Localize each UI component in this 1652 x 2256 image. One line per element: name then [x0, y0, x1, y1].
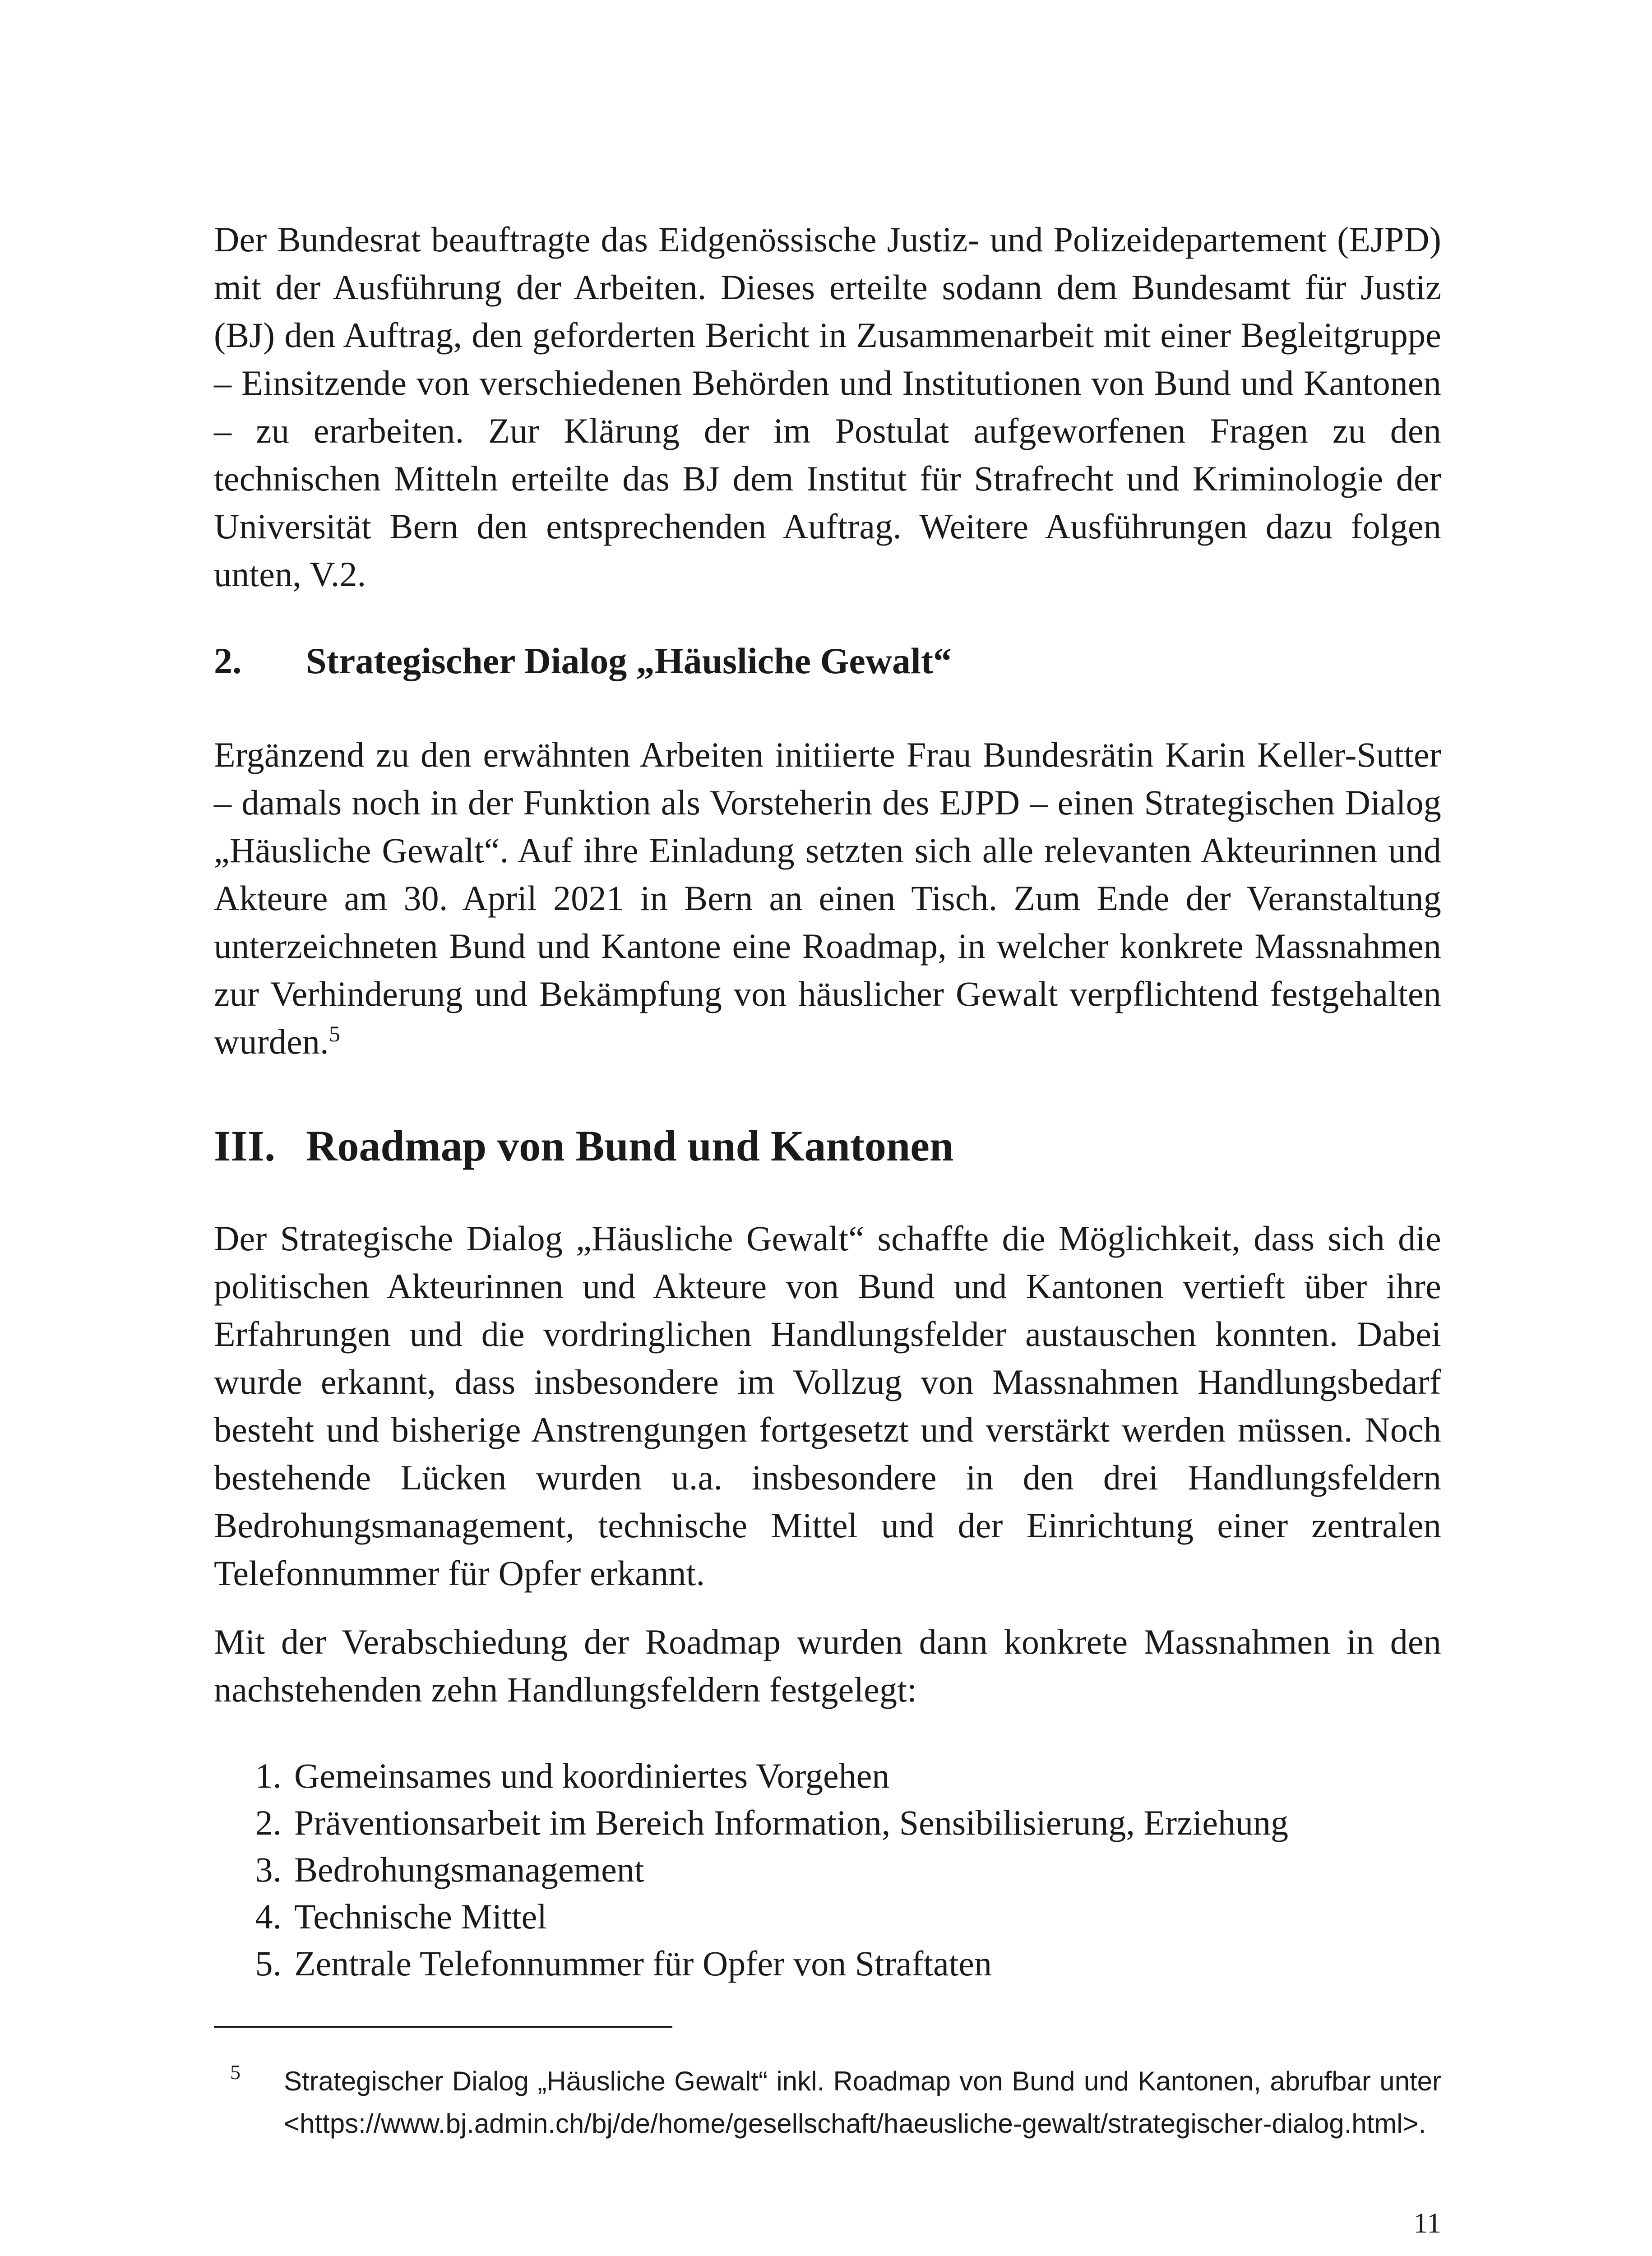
footnote: [214, 2060, 1441, 2145]
list-item: [214, 1752, 1441, 1799]
section-number: 2.: [214, 640, 242, 681]
list-item-text: Präventionsarbeit im Bereich Information, Sensibilisierung, Erziehung: [294, 1803, 1288, 1842]
chapter-number: III.: [214, 1122, 276, 1170]
list-item-number: 4.: [255, 1897, 282, 1936]
footnote-reference[interactable]: 5: [329, 1021, 341, 1046]
list-item-text: Bedrohungsmanagement: [294, 1850, 644, 1889]
body-paragraph-1: Der Bundesrat beauftragte das Eidgenössische Justiz- und Polizeidepartement (EJPD) mit der Ausführung der Arbeiten. Dieses erteilte sodann dem Bundesamt für Justiz (BJ) den Auftrag, den geforderten Bericht in Zusammenarbeit mit einer Begleitgruppe – Einsitzende von verschiedenen Behörden und Institutionen von Bund und Kantonen – zu erarbeiten. Zur Klärung der im Postulat aufgeworfenen Fragen zu den technischen Mitteln erteilte das BJ dem Institut für Strafrecht und Kriminologie der Universität Bern den entsprechenden Auftrag. Weitere Ausführungen dazu folgen unten, V.2.: [214, 220, 1441, 594]
chapter-heading-III: [214, 1121, 1441, 1171]
footnote-text: Strategischer Dialog „Häusliche Gewalt“ inkl. Roadmap von Bund und Kantonen, abrufbar unter <https://www.bj.admin.ch/bj/de/home/gesellschaft/haeusliche-gewalt/strategischer-dialog.html>.: [284, 2066, 1441, 2139]
list-item: [214, 1940, 1441, 1987]
list-item-number: 2.: [255, 1803, 282, 1842]
list-item: [214, 1846, 1441, 1893]
section-title: Strategischer Dialog „Häusliche Gewalt“: [306, 640, 952, 681]
paragraph-text: Ergänzend zu den erwähnten Arbeiten initiierte Frau Bundesrätin Karin Keller-Sutter – damals noch in der Funktion als Vorsteherin des EJPD – einen Strategischen Dialog „Häusliche Gewalt“. Auf ihre Einladung setzten sich alle relevanten Akteurinnen und Akteure am 30. April 2021 in Bern an einen Tisch. Zum Ende der Veranstaltung unterzeichneten Bund und Kantone eine Roadmap, in welcher konkrete Massnahmen zur Verhinderung und Bekämpfung von häuslicher Gewalt verpflichtend festgehalten wurden.: [214, 735, 1441, 1061]
list-item: [214, 1799, 1441, 1846]
list-item-text: Zentrale Telefonnummer für Opfer von Straftaten: [294, 1944, 992, 1983]
list-item-number: 3.: [255, 1850, 282, 1889]
section-heading-2: [214, 640, 1441, 682]
body-paragraph-2: [214, 731, 1441, 1066]
body-paragraph-4: Mit der Verabschiedung der Roadmap wurden dann konkrete Massnahmen in den nachstehenden zehn Handlungsfeldern festgelegt:: [214, 1622, 1441, 1709]
footnote-number: 5: [230, 2061, 241, 2084]
footnote-divider: [214, 2026, 672, 2028]
list-item-text: Technische Mittel: [294, 1897, 547, 1936]
action-fields-list: [214, 1752, 1441, 1987]
page-number: 11: [1413, 2207, 1441, 2239]
list-item: [214, 1893, 1441, 1940]
chapter-title: Roadmap von Bund und Kantonen: [306, 1122, 954, 1170]
body-paragraph-3: Der Strategische Dialog „Häusliche Gewalt“ schaffte die Möglichkeit, dass sich die politischen Akteurinnen und Akteure von Bund und Kantonen vertieft über ihre Erfahrungen und die vordringlichen Handlungsfelder austauschen konnten. Dabei wurde erkannt, dass insbesondere im Vollzug von Massnahmen Handlungsbedarf besteht und bisherige Anstrengungen fortgesetzt und verstärkt werden müssen. Noch bestehende Lücken wurden u.a. insbesondere in den drei Handlungsfeldern Bedrohungsmanagement, technische Mittel und der Einrichtung einer zentralen Telefonnummer für Opfer erkannt.: [214, 1219, 1441, 1593]
list-item-text: Gemeinsames und koordiniertes Vorgehen: [294, 1756, 890, 1795]
list-item-number: 5.: [255, 1944, 282, 1983]
list-item-number: 1.: [255, 1756, 282, 1795]
